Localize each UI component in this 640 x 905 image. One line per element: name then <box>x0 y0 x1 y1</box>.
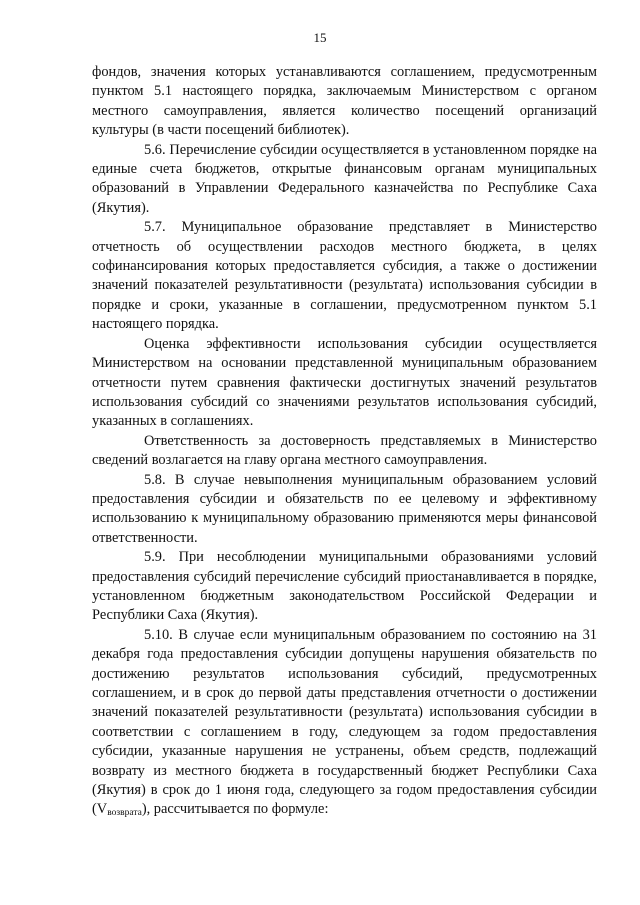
paragraph-5-10 <box>92 626 597 820</box>
formula-subscript: возврата <box>107 808 142 819</box>
paragraph-5-9: 5.9. При несоблюдении муниципальными образованиями условий предоставления субсидий перечисление субсидий приостанавливается в порядке, установленном бюджетным законодательством Российской Федерации и Республики Саха (Якутия). <box>92 549 597 624</box>
paragraph-5-7: 5.7. Муниципальное образование представляет в Министерство отчетность об осуществлении расходов местного бюджета, в целях софинансирования которых предоставляется субсидия, а также о достижении значений показателей результативности (результата) использования субсидии в порядке и сроки, указанные в соглашении, предусмотренном пунктом 5.1 настоящего порядка. <box>92 219 597 333</box>
paragraph-responsibility: Ответственность за достоверность представляемых в Министерство сведений возлагается на главу органа местного самоуправления. <box>92 432 597 469</box>
document-body <box>92 63 597 820</box>
paragraph-continuation: фондов, значения которых устанавливаются соглашением, предусмотренным пунктом 5.1 настоящего порядка, заключаемым Министерством с органом местного самоуправления, является количество посещений организаций культуры (в части посещений библиотек). <box>92 64 597 139</box>
paragraph-5-10-tail: ), рассчитывается по формуле: <box>141 801 329 818</box>
paragraph-evaluation: Оценка эффективности использования субсидии осуществляется Министерством на основании представленной муниципальным образованием отчетности путем сравнения фактически достигнутых значений результатов использования субсидий со значениями результатов использования субсидий, указанных в соглашениях. <box>92 335 597 430</box>
page-number: 15 <box>313 30 327 45</box>
paragraph-5-6: 5.6. Перечисление субсидии осуществляется в установленном порядке на единые счета бюджетов, открытые финансовым органам муниципальных образований в Управлении Федерального казначейства по Республике Саха (Якутия). <box>92 141 597 216</box>
paragraph-5-8: 5.8. В случае невыполнения муниципальным образованием условий предоставления субсидии и обязательств по ее целевому и эффективному использованию к муниципальному образованию применяются меры финансовой ответственности. <box>92 471 597 546</box>
paragraph-5-10-text: 5.10. В случае если муниципальным образованием по состоянию на 31 декабря года предоставления субсидии допущены нарушения обязательств по достижению результатов использования субсидий, предусмотренных соглашением, и в срок до первой даты представления отчетности о достижении значений показателей результативности (результата) использования субсидии в соответствии с соглашением в году, следующем за годом предоставления субсидии, указанные нарушения не устранены, объем средств, подлежащий возврату из местного бюджета в государственный бюджет Республики Саха (Якутия) в срок до 1 июня года, следующего за годом предоставления субсидии (V <box>92 626 597 818</box>
